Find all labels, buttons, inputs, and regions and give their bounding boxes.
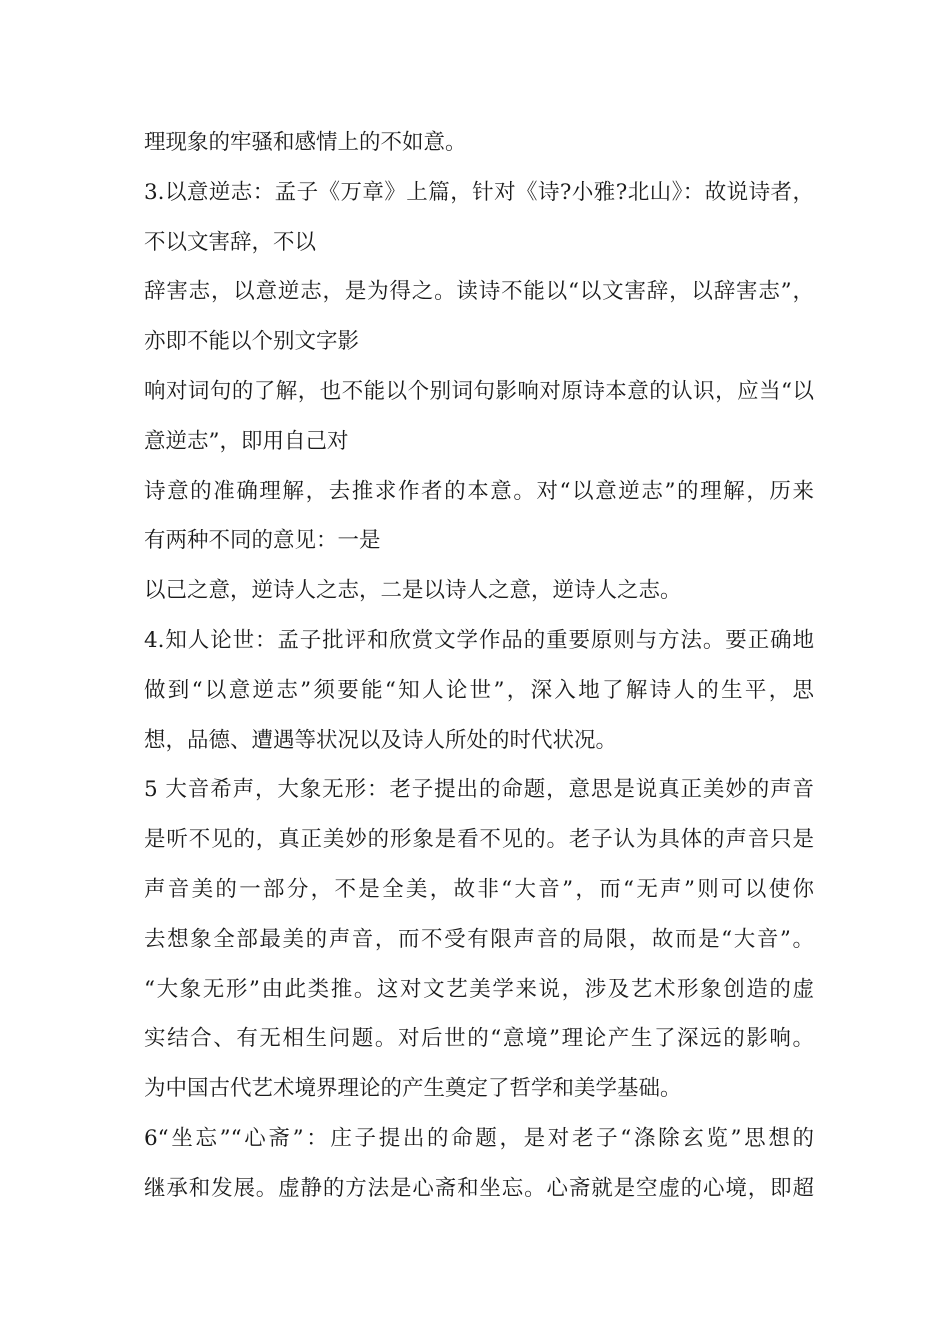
text-line: 5 大音希声，大象无形：老子提出的命题，意思是说真正美妙的声音	[144, 777, 814, 803]
text-line: 想，品德、遭遇等状况以及诗人所处的时代状况。	[144, 727, 618, 753]
text-line: 实结合、有无相生问题。对后世的“意境”理论产生了深远的影响。	[144, 1026, 814, 1052]
text-line: 做到“以意逆志”须要能“知人论世”，深入地了解诗人的生平，思	[144, 677, 814, 703]
text-line: 继承和发展。虚静的方法是心斋和坐忘。心斋就是空虚的心境，即超	[144, 1175, 814, 1201]
text-line: 为中国古代艺术境界理论的产生奠定了哲学和美学基础。	[144, 1076, 682, 1102]
text-line: 以己之意，逆诗人之志，二是以诗人之意，逆诗人之志。	[144, 578, 682, 604]
text-line: 亦即不能以个别文字影	[144, 329, 360, 355]
text-line: 响对词句的了解，也不能以个别词句影响对原诗本意的认识，应当“以	[144, 378, 814, 404]
text-line: 意逆志”，即用自己对	[144, 428, 349, 454]
text-line: 是听不见的，真正美妙的形象是看不见的。老子认为具体的声音只是	[144, 827, 814, 853]
text-line: 理现象的牢骚和感情上的不如意。	[144, 130, 467, 155]
text-line: 有两种不同的意见：一是	[144, 528, 381, 554]
document-body	[144, 118, 814, 1214]
text-line: 诗意的准确理解，去推求作者的本意。对“以意逆志”的理解，历来	[144, 478, 814, 504]
text-line: 4.知人论世：孟子批评和欣赏文学作品的重要原则与方法。要正确地	[144, 627, 814, 653]
text-line: 声音美的一部分，不是全美，故非“大音”，而“无声”则可以使你	[144, 876, 814, 902]
text-line: “大象无形”由此类推。这对文艺美学来说，涉及艺术形象创造的虚	[144, 976, 814, 1002]
text-line: 辞害志，以意逆志，是为得之。读诗不能以“以文害辞，以辞害志”，	[144, 279, 814, 305]
text-line: 去想象全部最美的声音，而不受有限声音的局限，故而是“大音”。	[144, 926, 814, 952]
text-line: 不以文害辞，不以	[144, 229, 317, 255]
text-line: 6“坐忘”“心斋”：庄子提出的命题，是对老子“涤除玄览”思想的	[144, 1125, 814, 1151]
text-line: 3.以意逆志：孟子《万章》上篇，针对《诗?小雅?北山》：故说诗者，	[144, 179, 814, 205]
